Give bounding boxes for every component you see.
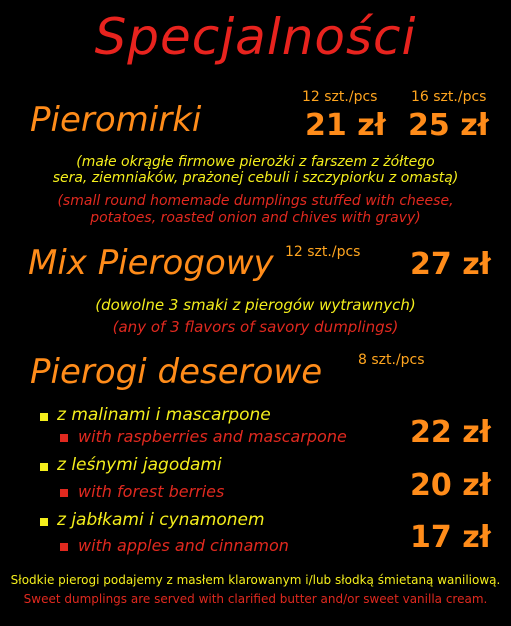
dessert-size: 8 szt./pcs	[358, 352, 425, 368]
mix-desc-pl: (dowolne 3 smaki z pierogów wytrawnych)	[95, 296, 416, 314]
mix-desc-en: (any of 3 flavors of savory dumplings)	[112, 318, 399, 336]
dessert-item-en: with apples and cinnamon	[78, 536, 289, 555]
pieromirki-desc-en-2: potatoes, roasted onion and chives with gravy)	[90, 210, 421, 226]
bullet-yellow	[40, 518, 48, 526]
pieromirki-size-16: 16 szt./pcs	[411, 89, 487, 105]
bullet-yellow	[40, 413, 48, 421]
footer-note-en: Sweet dumplings are served with clarified butter and/or sweet vanilla cream.	[23, 592, 488, 606]
pieromirki-name: Pieromirki	[30, 100, 202, 140]
bullet-yellow	[40, 463, 48, 471]
mix-price: 27 zł	[410, 247, 491, 282]
dessert-item-pl: z jabłkami i cynamonem	[57, 510, 265, 530]
dessert-item-price: 20 zł	[410, 468, 491, 503]
pieromirki-desc-pl-2: sera, ziemniaków, prażonej cebuli i szczypiorku z omastą)	[52, 170, 459, 186]
pieromirki-desc-pl-1: (małe okrągłe firmowe pierożki z farszem z żółtego	[76, 154, 435, 170]
mix-size: 12 szt./pcs	[285, 244, 361, 260]
pieromirki-price-12: 21 zł	[305, 108, 386, 143]
pieromirki-size-12: 12 szt./pcs	[302, 89, 378, 105]
bullet-red	[60, 489, 68, 497]
menu-title: Specjalności	[94, 8, 417, 66]
footer-note-pl: Słodkie pierogi podajemy z masłem klarowanym i/lub słodką śmietaną waniliową.	[10, 573, 501, 587]
dessert-item-en: with forest berries	[78, 482, 225, 501]
bullet-red	[60, 434, 68, 442]
mix-name: Mix Pierogowy	[28, 243, 274, 283]
bullet-red	[60, 543, 68, 551]
pieromirki-desc-en-1: (small round homemade dumplings stuffed with cheese,	[57, 193, 454, 209]
dessert-item-price: 22 zł	[410, 415, 491, 450]
dessert-item-price: 17 zł	[410, 520, 491, 555]
dessert-item-en: with raspberries and mascarpone	[78, 427, 347, 446]
dessert-item-pl: z malinami i mascarpone	[57, 405, 271, 425]
pieromirki-price-16: 25 zł	[408, 108, 489, 143]
dessert-name: Pierogi deserowe	[30, 352, 323, 392]
dessert-item-pl: z leśnymi jagodami	[57, 455, 222, 475]
